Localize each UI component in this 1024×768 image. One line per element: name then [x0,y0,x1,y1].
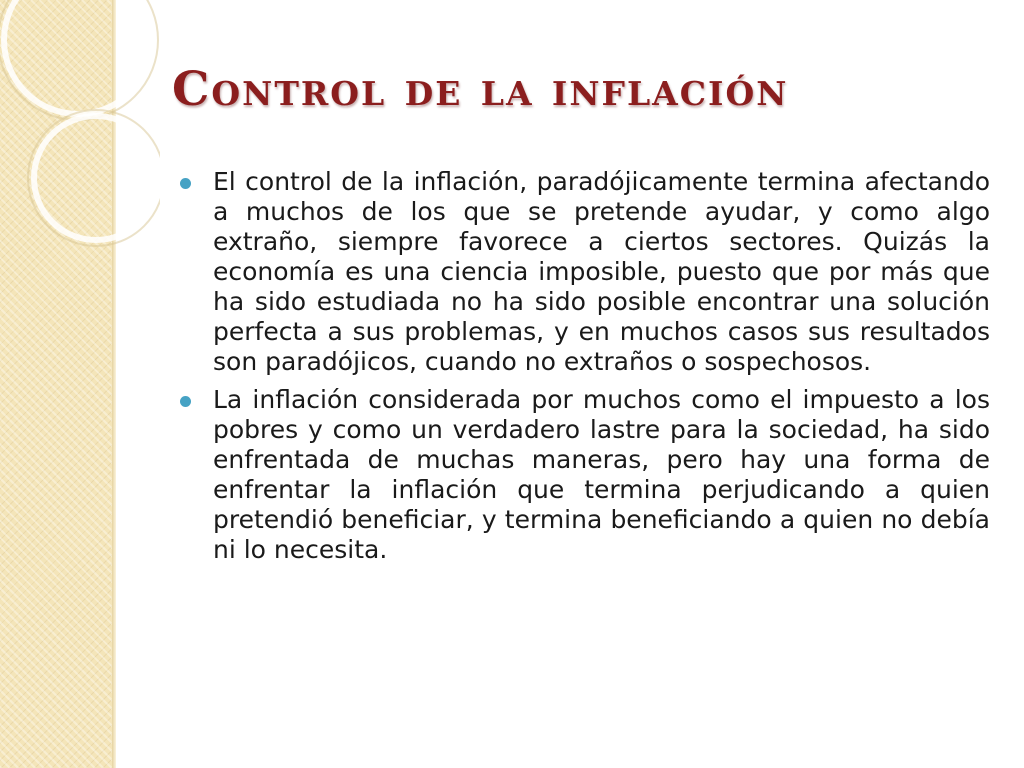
bullet-list [178,167,990,565]
bullet-item-1 [178,167,990,377]
decorative-ring-lower [34,116,158,240]
decorative-rings [0,0,160,270]
bullet-text-2: La inflación considerada por muchos como el impuesto a los pobres y como un verdadero lastre para la sociedad, ha sido enfrentada de muchas maneras, pero hay una forma de enfrentar la inflación que termina perjudicando a quien pretendió beneficiar, y termina beneficiando a quien no debía ni lo necesita. [213,385,990,564]
bullet-item-2 [178,385,990,565]
bullet-dot-icon [180,396,191,407]
bullet-text-1: El control de la inflación, paradójicamente termina afectando a muchos de los que se pretende ayudar, y como algo extraño, siempre favorece a ciertos sectores. Quizás la economía es una ciencia imposible, puesto que por más que ha sido estudiada no ha sido posible encontrar una solución perfecta a sus problemas, y en muchos casos sus resultados son paradójicos, cuando no extraños o sospechosos. [213,167,990,376]
slide-content [178,167,990,573]
decorative-ring-upper-shadow [0,0,158,120]
decorative-ring-upper [4,0,152,114]
bullet-dot-icon [180,178,191,189]
slide-title: Control de la inflación [172,62,789,117]
